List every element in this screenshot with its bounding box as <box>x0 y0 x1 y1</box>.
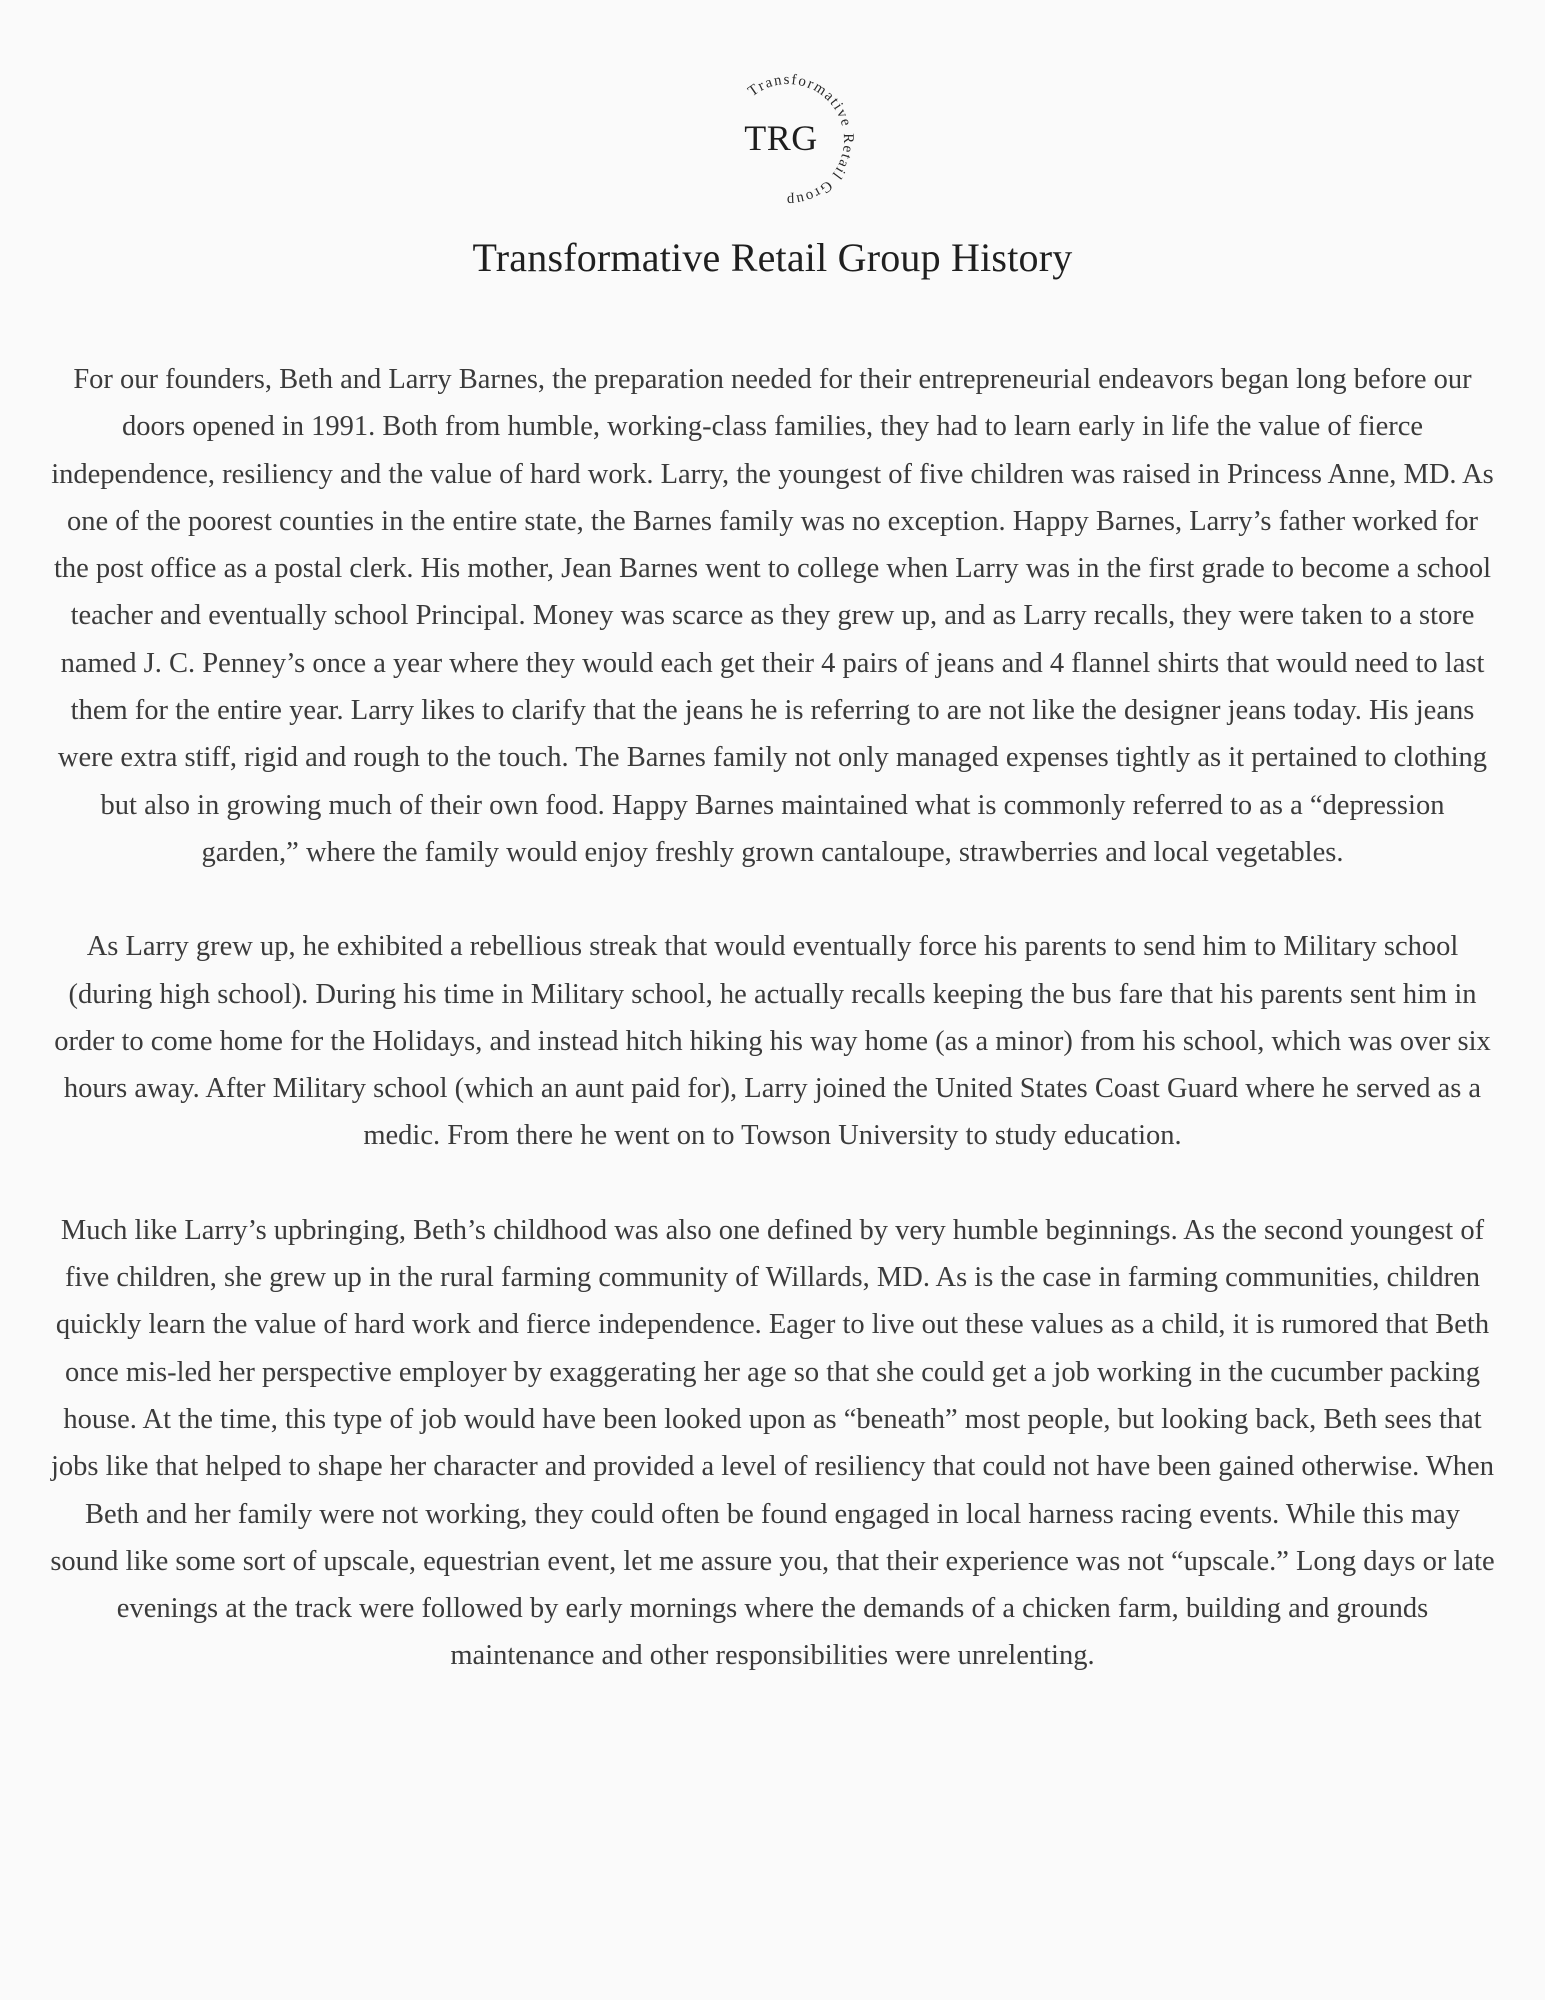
paragraph-larry-military: As Larry grew up, he exhibited a rebellious streak that would eventually force his parents to send him to Military school (during high school). During his time in Military school, he actually recalls keeping the bus fare that his parents sent him in order to come home for the Holidays, and instead hitch hiking his way home (as a minor) from his school, which was over six hours away. After Military school (which an aunt paid for), Larry joined the United States Coast Guard where he served as a medic. From there he went on to Towson University to study education. <box>54 931 1491 1152</box>
page-title: Transformative Retail Group History <box>472 235 1073 280</box>
logo-ring-label: Transformative Retail Group <box>745 71 857 209</box>
paragraph-larry-childhood: For our founders, Beth and Larry Barnes, the preparation needed for their entrepreneurial endeavors began long before our doors opened in 1991. Both from humble, working-class families, they had to learn early in life the value of fierce independence, resiliency and the value of hard work. Larry, the youngest of five children was raised in Princess Anne, MD. As one of the poorest counties in the entire state, the Barnes family was no exception. Happy Barnes, Larry’s father worked for the post office as a postal clerk. His mother, Jean Barnes went to college when Larry was in the first grade to become a school teacher and eventually school Principal. Money was scarce as they grew up, and as Larry recalls, they were taken to a store named J. C. Penney’s once a year where they would each get their 4 pairs of jeans and 4 flannel shirts that would need to last them for the entire year. Larry likes to clarify that the jeans he is referring to are not like the designer jeans today. His jeans were extra stiff, rigid and rough to the touch. The Barnes family not only managed expenses tightly as it pertained to clothing but also in growing much of their own food. Happy Barnes maintained what is commonly referred to as a “depression garden,” where the family would enjoy freshly grown cantaloupe, strawberries and local vegetables. <box>51 364 1494 868</box>
history-body <box>50 356 1495 1727</box>
svg-text:Transformative Retail Group <box>745 72 856 208</box>
trg-logo <box>708 60 868 220</box>
logo-ring-text <box>708 60 868 220</box>
logo-monogram: TRG <box>744 118 818 158</box>
paragraph-beth-childhood: Much like Larry’s upbringing, Beth’s childhood was also one defined by very humble beginnings. As the second youngest of five children, she grew up in the rural farming community of Willards, MD. As is the case in farming communities, children quickly learn the value of hard work and fierce independence. Eager to live out these values as a child, it is rumored that Beth once mis-led her perspective employer by exaggerating her age so that she could get a job working in the cucumber packing house. At the time, this type of job would have been looked upon as “beneath” most people, but looking back, Beth sees that jobs like that helped to shape her character and provided a level of resiliency that could not have been gained otherwise. When Beth and her family were not working, they could often be found engaged in local harness racing events. While this may sound like some sort of upscale, equestrian event, let me assure you, that their experience was not “upscale.” Long days or late evenings at the track were followed by early mornings where the demands of a chicken farm, building and grounds maintenance and other responsibilities were unrelenting. <box>50 1214 1495 1672</box>
